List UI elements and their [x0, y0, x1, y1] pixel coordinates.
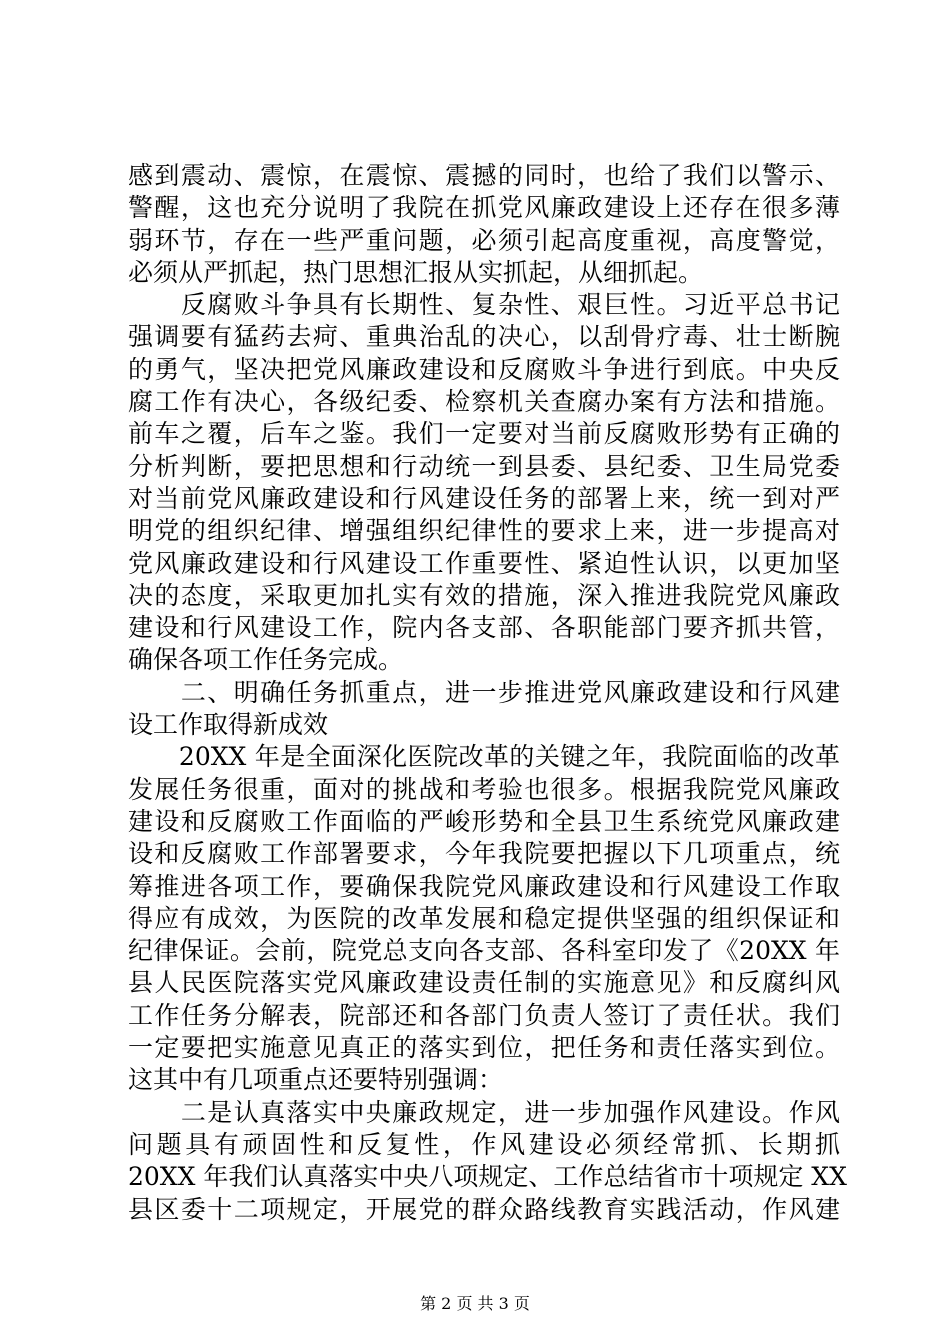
text-line: 纪律保证。会前，院党总支向各支部、各科室印发了《20XX 年 — [128, 936, 840, 966]
text-line: 二是认真落实中央廉政规定，进一步加强作风建设。作风 — [128, 1097, 840, 1127]
text-line: 得应有成效，为医院的改革发展和稳定提供坚强的组织保证和 — [128, 903, 840, 933]
text-line: 设和反腐败工作部署要求，今年我院要把握以下几项重点，统 — [128, 839, 840, 869]
text-line: 发展任务很重，面对的挑战和考验也很多。根据我院党风廉政 — [128, 774, 840, 804]
text-line: 党风廉政建设和行风建设工作重要性、紧迫性认识，以更加坚 — [128, 548, 840, 578]
text-line: 一定要把实施意见真正的落实到位，把任务和责任落实到位。 — [128, 1033, 840, 1063]
text-line: 明党的组织纪律、增强组织纪律性的要求上来，进一步提高对 — [128, 516, 840, 546]
text-line: 对当前党风廉政建设和行风建设任务的部署上来，统一到对严 — [128, 483, 840, 513]
text-line: 问题具有顽固性和反复性，作风建设必须经常抓、长期抓 — [128, 1129, 840, 1159]
text-line: 设工作取得新成效 — [128, 710, 329, 740]
text-line: 弱环节，存在一些严重问题，必须引起高度重视，高度警觉， — [128, 225, 840, 255]
text-line: 建设和反腐败工作面临的严峻形势和全县卫生系统党风廉政建 — [128, 806, 840, 836]
text-line: 警醒，这也充分说明了我院在抓党风廉政建设上还存在很多薄 — [128, 193, 840, 223]
text-line: 决的态度，采取更加扎实有效的措施，深入推进我院党风廉政 — [128, 580, 840, 610]
text-line: 腐工作有决心，各级纪委、检察机关查腐办案有方法和措施。 — [128, 387, 840, 417]
document-body — [128, 160, 847, 1226]
text-line: 反腐败斗争具有长期性、复杂性、艰巨性。习近平总书记 — [128, 290, 840, 320]
text-line: 20XX 年是全面深化医院改革的关键之年，我院面临的改革 — [128, 742, 840, 772]
text-line: 确保各项工作任务完成。 — [128, 645, 404, 675]
text-line: 县区委十二项规定，开展党的群众路线教育实践活动，作风建 — [128, 1194, 840, 1224]
text-line: 必须从严抓起，热门思想汇报从实抓起，从细抓起。 — [128, 257, 704, 287]
text-line: 强调要有猛药去疴、重典治乱的决心，以刮骨疗毒、壮士断腕 — [128, 322, 840, 352]
text-line: 工作任务分解表，院部还和各部门负责人签订了责任状。我们 — [128, 1000, 840, 1030]
text-line: 前车之覆，后车之鉴。我们一定要对当前反腐败形势有正确的 — [128, 419, 840, 449]
text-line: 感到震动、震惊，在震惊、震撼的同时，也给了我们以警示、 — [128, 161, 840, 190]
text-line: 筹推进各项工作，要确保我院党风廉政建设和行风建设工作取 — [128, 871, 840, 901]
text-line: 二、明确任务抓重点，进一步推进党风廉政建设和行风建 — [128, 677, 840, 707]
text-line: 分析判断，要把思想和行动统一到县委、县纪委、卫生局党委 — [128, 451, 840, 481]
text-line: 的勇气，坚决把党风廉政建设和反腐败斗争进行到底。中央反 — [128, 354, 840, 384]
text-line: 建设和行风建设工作，院内各支部、各职能部门要齐抓共管， — [128, 613, 840, 643]
text-line: 县人民医院落实党风廉政建设责任制的实施意见》和反腐纠风 — [128, 968, 840, 998]
text-line: 这其中有几项重点还要特别强调： — [128, 1065, 504, 1095]
page-footer: 第 2 页 共 3 页 — [420, 1294, 530, 1313]
text-line: 20XX 年我们认真落实中央八项规定、工作总结省市十项规定 XX — [128, 1162, 847, 1192]
